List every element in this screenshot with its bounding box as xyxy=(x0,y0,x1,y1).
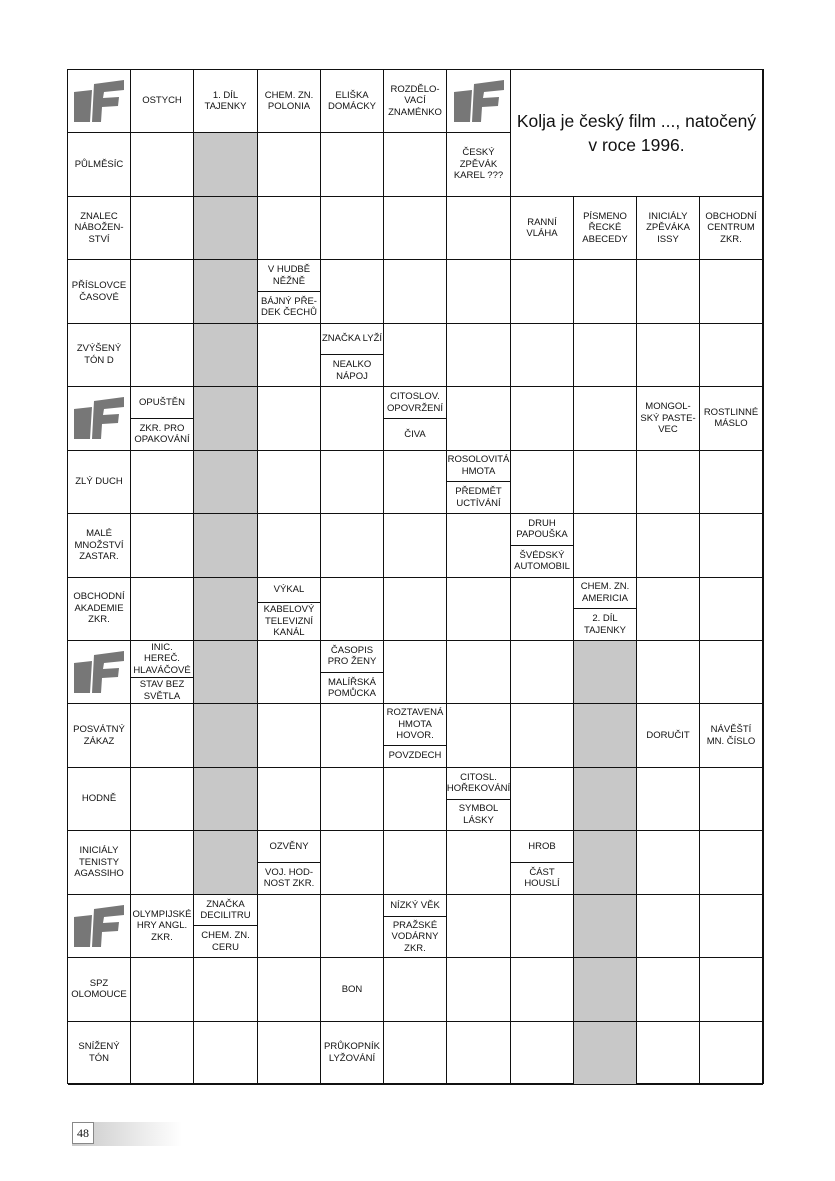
answer-cell[interactable] xyxy=(637,260,700,323)
clue-cell: INICIÁLY TENISTY AGASSIHO xyxy=(68,831,131,894)
clue-top: ČASOPIS PRO ŽENY xyxy=(321,641,383,673)
clue-top: VÝKAL xyxy=(258,578,320,604)
clue-top: CITOSLOV. OPOVRŽENÍ xyxy=(384,387,446,419)
answer-cell[interactable] xyxy=(574,451,637,514)
answer-cell[interactable] xyxy=(384,197,447,260)
clue-bottom: BÁJNÝ PŘE-DEK ČECHŮ xyxy=(261,295,317,319)
answer-cell[interactable] xyxy=(637,895,700,958)
answer-cell[interactable] xyxy=(637,641,700,704)
split-clue-cell xyxy=(511,831,574,894)
shaded-answer-cell[interactable] xyxy=(574,895,637,958)
answer-cell[interactable] xyxy=(700,1022,763,1085)
split-clue-cell xyxy=(131,387,194,450)
answer-cell[interactable] xyxy=(700,768,763,831)
clue-top: HROB xyxy=(511,831,573,863)
answer-cell[interactable] xyxy=(637,1022,700,1085)
answer-cell[interactable] xyxy=(511,578,574,641)
answer-cell[interactable] xyxy=(574,324,637,387)
clue-cell: DORUČIT xyxy=(637,704,700,767)
shaded-answer-cell[interactable] xyxy=(194,768,258,831)
clue-top: DRUH PAPOUŠKA xyxy=(511,514,573,546)
split-clue-cell xyxy=(321,324,384,387)
clue-cell: CHEM. ZN. POLONIA xyxy=(258,70,321,133)
answer-cell[interactable] xyxy=(574,514,637,577)
split-clue-cell xyxy=(447,451,511,514)
clue-cell: OBCHODNÍ CENTRUM ZKR. xyxy=(700,197,763,260)
answer-cell[interactable] xyxy=(321,197,384,260)
shaded-answer-cell[interactable] xyxy=(194,324,258,387)
clue-bottom: ZKR. PRO OPAKOVÁNÍ xyxy=(134,422,190,446)
shaded-answer-cell[interactable] xyxy=(574,958,637,1021)
answer-cell[interactable] xyxy=(637,958,700,1021)
f-logo-icon xyxy=(68,895,131,958)
clue-cell: ČESKÝ ZPĚVÁK KAREL ??? xyxy=(447,133,511,196)
answer-cell[interactable] xyxy=(258,197,321,260)
answer-cell[interactable] xyxy=(574,387,637,450)
clue-top: ROZTAVENÁ HMOTA HOVOR. xyxy=(384,704,446,745)
clue-top: OZVĚNY xyxy=(258,831,320,863)
answer-cell[interactable] xyxy=(194,1022,258,1085)
answer-cell[interactable] xyxy=(384,641,447,704)
answer-cell[interactable] xyxy=(447,324,511,387)
answer-cell[interactable] xyxy=(700,641,763,704)
answer-cell[interactable] xyxy=(321,514,384,577)
answer-cell[interactable] xyxy=(511,451,574,514)
clue-cell: PŮLMĚSÍC xyxy=(68,133,131,196)
answer-cell[interactable] xyxy=(131,768,194,831)
answer-cell[interactable] xyxy=(384,831,447,894)
answer-cell[interactable] xyxy=(131,578,194,641)
clue-top: CHEM. ZN. AMERICIA xyxy=(574,578,636,610)
answer-cell[interactable] xyxy=(700,895,763,958)
answer-cell[interactable] xyxy=(131,260,194,323)
answer-cell[interactable] xyxy=(447,197,511,260)
split-clue-cell xyxy=(258,260,321,323)
answer-cell[interactable] xyxy=(700,260,763,323)
shaded-answer-cell[interactable] xyxy=(194,451,258,514)
clue-cell: HODNĚ xyxy=(68,768,131,831)
answer-cell[interactable] xyxy=(321,387,384,450)
answer-cell[interactable] xyxy=(511,768,574,831)
shaded-answer-cell[interactable] xyxy=(574,641,637,704)
answer-cell[interactable] xyxy=(131,324,194,387)
clue-cell: MONGOL-SKÝ PASTE-VEC xyxy=(637,387,700,450)
clue-cell: ROZDĚLO-VACÍ ZNAMÉNKO xyxy=(384,70,447,133)
answer-cell[interactable] xyxy=(384,1022,447,1085)
split-clue-cell xyxy=(131,641,194,704)
shaded-answer-cell[interactable] xyxy=(194,578,258,641)
clue-bottom: ČÁST HOUSLÍ xyxy=(524,866,560,890)
clue-bottom: ŠVÉDSKÝ AUTOMOBIL xyxy=(514,549,570,573)
page-number: 48 xyxy=(72,1122,94,1144)
clue-cell: INICIÁLY ZPĚVÁKA ISSY xyxy=(637,197,700,260)
shaded-answer-cell[interactable] xyxy=(194,514,258,577)
answer-cell[interactable] xyxy=(637,324,700,387)
f-logo-icon xyxy=(68,641,131,704)
answer-cell[interactable] xyxy=(700,958,763,1021)
answer-cell[interactable] xyxy=(258,641,321,704)
shaded-answer-cell[interactable] xyxy=(574,1022,637,1085)
answer-cell[interactable] xyxy=(447,895,511,958)
answer-cell[interactable] xyxy=(258,451,321,514)
shaded-answer-cell[interactable] xyxy=(574,768,637,831)
split-clue-cell xyxy=(194,895,258,958)
clue-top: V HUDBĚ NĚŽNĚ xyxy=(258,260,320,292)
answer-cell[interactable] xyxy=(131,133,194,196)
answer-cell[interactable] xyxy=(194,958,258,1021)
split-clue-cell xyxy=(258,578,321,641)
answer-cell[interactable] xyxy=(637,578,700,641)
answer-cell[interactable] xyxy=(258,768,321,831)
answer-cell[interactable] xyxy=(511,958,574,1021)
answer-cell[interactable] xyxy=(131,451,194,514)
clue-cell: SPZ OLOMOUCE xyxy=(68,958,131,1021)
clue-bottom: MALÍŘSKÁ POMŮCKA xyxy=(327,676,377,700)
answer-cell[interactable] xyxy=(384,324,447,387)
answer-cell[interactable] xyxy=(384,260,447,323)
answer-cell[interactable] xyxy=(258,958,321,1021)
split-clue-cell xyxy=(384,704,447,767)
answer-cell[interactable] xyxy=(637,768,700,831)
clue-cell: ZLÝ DUCH xyxy=(68,451,131,514)
clue-cell: MALÉ MNOŽSTVÍ ZASTAR. xyxy=(68,514,131,577)
crossword-grid xyxy=(67,69,764,1084)
f-logo-icon xyxy=(447,70,511,133)
answer-cell[interactable] xyxy=(511,260,574,323)
clue-bottom: CHEM. ZN. CERU xyxy=(201,930,250,953)
clue-bottom: POVZDECH xyxy=(388,750,442,762)
clue-cell: 1. DÍL TAJENKY xyxy=(194,70,258,133)
answer-cell[interactable] xyxy=(258,514,321,577)
clue-bottom: NEALKO NÁPOJ xyxy=(332,359,372,382)
split-clue-cell xyxy=(574,578,637,641)
answer-cell[interactable] xyxy=(131,1022,194,1085)
answer-cell[interactable] xyxy=(131,958,194,1021)
answer-cell[interactable] xyxy=(321,133,384,196)
answer-cell[interactable] xyxy=(447,260,511,323)
clue-top: CITOSL. HOŘEKOVÁNÍ xyxy=(447,768,510,800)
clue-bottom: PŘEDMĚT UCTÍVÁNÍ xyxy=(455,486,502,509)
answer-cell[interactable] xyxy=(574,260,637,323)
answer-cell[interactable] xyxy=(700,578,763,641)
answer-cell[interactable] xyxy=(447,704,511,767)
answer-cell[interactable] xyxy=(131,197,194,260)
shaded-answer-cell[interactable] xyxy=(574,704,637,767)
answer-cell[interactable] xyxy=(447,831,511,894)
clue-top: ROSOLOVITÁ HMOTA xyxy=(447,451,510,483)
answer-cell[interactable] xyxy=(511,641,574,704)
clue-cell: POSVÁTNÝ ZÁKAZ xyxy=(68,704,131,767)
clue-cell: RANNÍ VLÁHA xyxy=(511,197,574,260)
answer-cell[interactable] xyxy=(700,451,763,514)
answer-cell[interactable] xyxy=(384,578,447,641)
f-logo-icon xyxy=(68,70,131,133)
answer-cell[interactable] xyxy=(321,704,384,767)
clue-cell: PRŮKOPNÍK LYŽOVÁNÍ xyxy=(321,1022,384,1085)
answer-cell[interactable] xyxy=(511,1022,574,1085)
puzzle-title: Kolja je český film ..., natočený v roce 1996. xyxy=(511,70,763,197)
clue-bottom: STAV BEZ SVĚTLA xyxy=(139,679,185,702)
answer-cell[interactable] xyxy=(637,831,700,894)
clue-bottom: KABELOVÝ TELEVIZNÍ KANÁL xyxy=(263,604,315,639)
clue-bottom: 2. DÍL TAJENKY xyxy=(583,613,627,636)
f-logo-icon xyxy=(68,387,131,450)
answer-cell[interactable] xyxy=(447,578,511,641)
clue-top: NÍZKÝ VĚK xyxy=(384,895,446,917)
answer-cell[interactable] xyxy=(258,387,321,450)
clue-top: OPUŠTĚN xyxy=(131,387,193,419)
page-number-bar xyxy=(72,1122,182,1146)
clue-cell: ROSTLINNÉ MÁSLO xyxy=(700,387,763,450)
answer-cell[interactable] xyxy=(384,133,447,196)
split-clue-cell xyxy=(447,768,511,831)
answer-cell[interactable] xyxy=(384,958,447,1021)
answer-cell[interactable] xyxy=(321,768,384,831)
answer-cell[interactable] xyxy=(700,514,763,577)
clue-bottom: PRAŽSKÉ VODÁRNY ZKR. xyxy=(391,919,439,954)
clue-bottom: SYMBOL LÁSKY xyxy=(458,803,499,826)
clue-cell: SNÍŽENÝ TÓN xyxy=(68,1022,131,1085)
answer-cell[interactable] xyxy=(321,451,384,514)
clue-cell: OSTYCH xyxy=(131,70,194,133)
shaded-answer-cell[interactable] xyxy=(194,831,258,894)
split-clue-cell xyxy=(258,831,321,894)
shaded-answer-cell[interactable] xyxy=(194,133,258,196)
answer-cell[interactable] xyxy=(447,1022,511,1085)
answer-cell[interactable] xyxy=(131,831,194,894)
clue-cell: PÍSMENO ŘECKÉ ABECEDY xyxy=(574,197,637,260)
clue-cell: PŘÍSLOVCE ČASOVÉ xyxy=(68,260,131,323)
answer-cell[interactable] xyxy=(447,641,511,704)
answer-cell[interactable] xyxy=(321,578,384,641)
answer-cell[interactable] xyxy=(384,514,447,577)
answer-cell[interactable] xyxy=(384,768,447,831)
split-clue-cell xyxy=(384,387,447,450)
shaded-answer-cell[interactable] xyxy=(194,197,258,260)
answer-cell[interactable] xyxy=(131,514,194,577)
f-logo-icon xyxy=(72,649,126,695)
clue-top: ZNAČKA LYŽÍ xyxy=(321,324,383,356)
answer-cell[interactable] xyxy=(131,704,194,767)
clue-cell: NÁVĚŠTÍ MN. ČÍSLO xyxy=(700,704,763,767)
answer-cell[interactable] xyxy=(321,831,384,894)
f-logo-icon xyxy=(452,78,506,124)
answer-cell[interactable] xyxy=(447,514,511,577)
split-clue-cell xyxy=(511,514,574,577)
answer-cell[interactable] xyxy=(637,514,700,577)
clue-cell: ELIŠKA DOMÁCKY xyxy=(321,70,384,133)
answer-cell[interactable] xyxy=(511,387,574,450)
clue-top: ZNAČKA DECILITRU xyxy=(194,895,257,927)
clue-cell: BON xyxy=(321,958,384,1021)
answer-cell[interactable] xyxy=(447,958,511,1021)
clue-cell: OLYMPIJSKÉ HRY ANGL. ZKR. xyxy=(131,895,194,958)
answer-cell[interactable] xyxy=(384,451,447,514)
split-clue-cell xyxy=(321,641,384,704)
answer-cell[interactable] xyxy=(258,133,321,196)
answer-cell[interactable] xyxy=(258,895,321,958)
answer-cell[interactable] xyxy=(700,831,763,894)
answer-cell[interactable] xyxy=(321,895,384,958)
shaded-answer-cell[interactable] xyxy=(194,260,258,323)
split-clue-cell xyxy=(384,895,447,958)
answer-cell[interactable] xyxy=(511,704,574,767)
shaded-answer-cell[interactable] xyxy=(194,704,258,767)
clue-cell: OBCHODNÍ AKADEMIE ZKR. xyxy=(68,578,131,641)
shaded-answer-cell[interactable] xyxy=(194,387,258,450)
clue-cell: ZNALEC NÁBOŽEN-STVÍ xyxy=(68,197,131,260)
answer-cell[interactable] xyxy=(258,324,321,387)
clue-cell: ZVÝŠENÝ TÓN D xyxy=(68,324,131,387)
answer-cell[interactable] xyxy=(511,895,574,958)
answer-cell[interactable] xyxy=(700,324,763,387)
answer-cell[interactable] xyxy=(447,387,511,450)
clue-bottom: ČIVA xyxy=(404,428,426,440)
answer-cell[interactable] xyxy=(321,260,384,323)
shaded-answer-cell[interactable] xyxy=(194,641,258,704)
answer-cell[interactable] xyxy=(258,704,321,767)
clue-bottom: VOJ. HOD-NOST ZKR. xyxy=(263,866,315,890)
answer-cell[interactable] xyxy=(511,324,574,387)
f-logo-icon xyxy=(72,395,126,441)
shaded-answer-cell[interactable] xyxy=(574,831,637,894)
answer-cell[interactable] xyxy=(258,1022,321,1085)
f-logo-icon xyxy=(72,903,126,949)
clue-top: INIC. HEREČ. HLAVÁČOVÉ xyxy=(131,641,193,679)
answer-cell[interactable] xyxy=(637,451,700,514)
f-logo-icon xyxy=(72,78,126,124)
